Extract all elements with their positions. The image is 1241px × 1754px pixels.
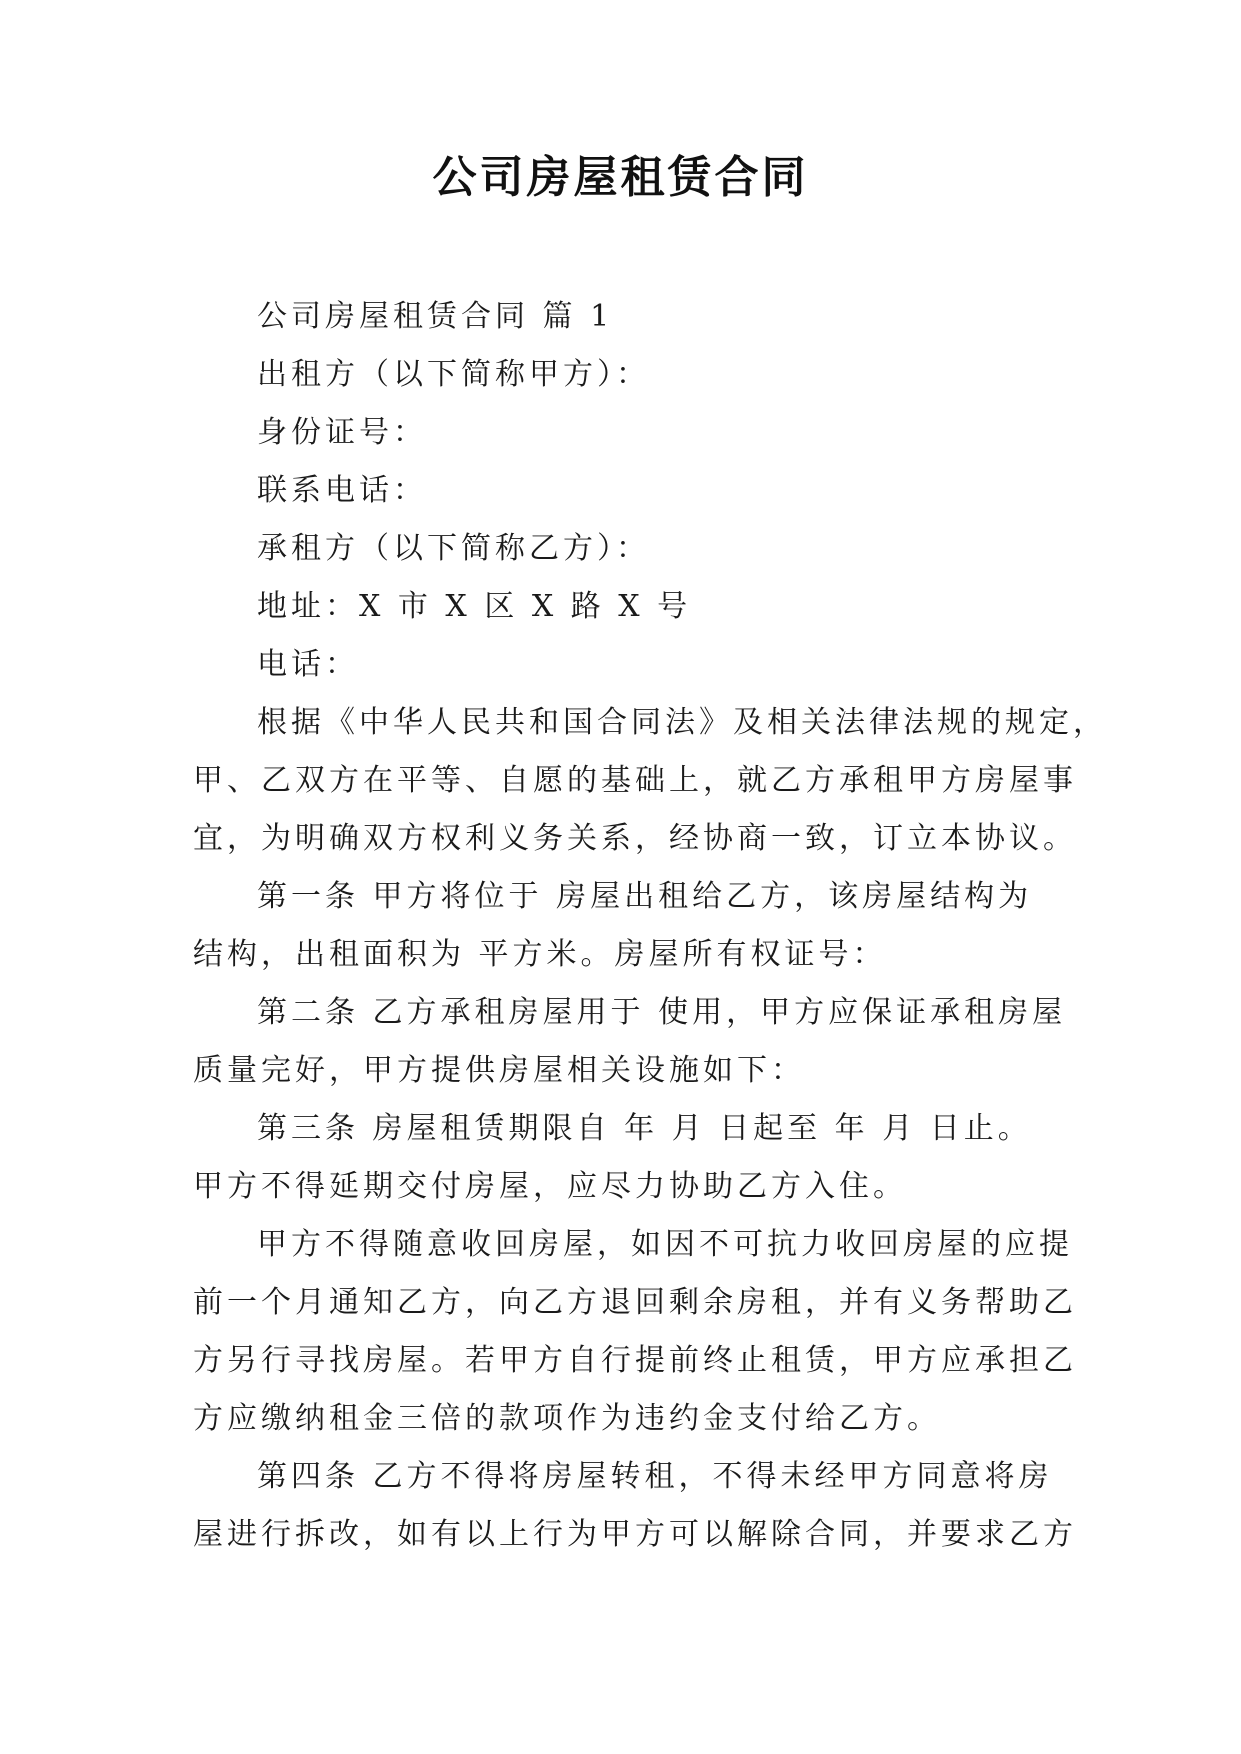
paragraph-line: 屋进行拆改，如有以上行为甲方可以解除合同，并要求乙方 bbox=[193, 1517, 1077, 1552]
paragraph-line: 甲、乙双方在平等、自愿的基础上，就乙方承租甲方房屋事 bbox=[193, 763, 1077, 798]
paragraph-line: 根据《中华人民共和国合同法》及相关法律法规的规定， bbox=[257, 705, 1107, 740]
paragraph-termination bbox=[193, 1216, 1077, 1448]
paragraph-line: 第一条 甲方将位于 房屋出租给乙方，该房屋结构为 bbox=[257, 879, 1033, 914]
paragraph-line: 甲方不得随意收回房屋，如因不可抗力收回房屋的应提 bbox=[257, 1227, 1073, 1262]
paragraph-line: 甲方不得延期交付房屋，应尽力协助乙方入住。 bbox=[193, 1169, 907, 1204]
header-line-lessor: 出租方（以下简称甲方）： bbox=[257, 357, 650, 392]
header-line-tel: 电话： bbox=[257, 647, 359, 682]
paragraph-article-1 bbox=[193, 868, 1073, 984]
paragraph-line: 前一个月通知乙方，向乙方退回剩余房租，并有义务帮助乙 bbox=[193, 1285, 1077, 1320]
document-title: 公司房屋租赁合同 bbox=[432, 152, 809, 203]
header-line-section: 公司房屋租赁合同 篇 1 bbox=[257, 299, 614, 334]
document-body bbox=[193, 288, 1107, 1564]
paragraph-line: 方另行寻找房屋。若甲方自行提前终止租赁，甲方应承担乙 bbox=[193, 1343, 1077, 1378]
paragraph-line: 第四条 乙方不得将房屋转租，不得未经甲方同意将房 bbox=[257, 1459, 1053, 1494]
paragraph-line: 方应缴纳租金三倍的款项作为违约金支付给乙方。 bbox=[193, 1401, 941, 1436]
header-line-address: 地址：X 市 X 区 X 路 X 号 bbox=[257, 589, 692, 624]
paragraph-article-4 bbox=[193, 1448, 1077, 1564]
paragraph-line: 第二条 乙方承租房屋用于 使用，甲方应保证承租房屋 bbox=[257, 995, 1067, 1030]
header-line-id-number: 身份证号： bbox=[257, 415, 427, 450]
paragraph-line: 质量完好，甲方提供房屋相关设施如下： bbox=[193, 1053, 805, 1088]
paragraph-article-2 bbox=[193, 984, 1073, 1100]
paragraph-line: 第三条 房屋租赁期限自 年 月 日起至 年 月 日止。 bbox=[257, 1111, 1032, 1146]
header-line-lessee: 承租方（以下简称乙方）： bbox=[257, 531, 650, 566]
paragraph-preamble bbox=[193, 694, 1107, 868]
paragraph-article-3 bbox=[193, 1100, 1073, 1216]
paragraph-line: 结构，出租面积为 平方米。房屋所有权证号： bbox=[193, 937, 887, 972]
paragraph-line: 宜，为明确双方权利义务关系，经协商一致，订立本协议。 bbox=[193, 821, 1077, 856]
header-line-phone: 联系电话： bbox=[257, 473, 427, 508]
